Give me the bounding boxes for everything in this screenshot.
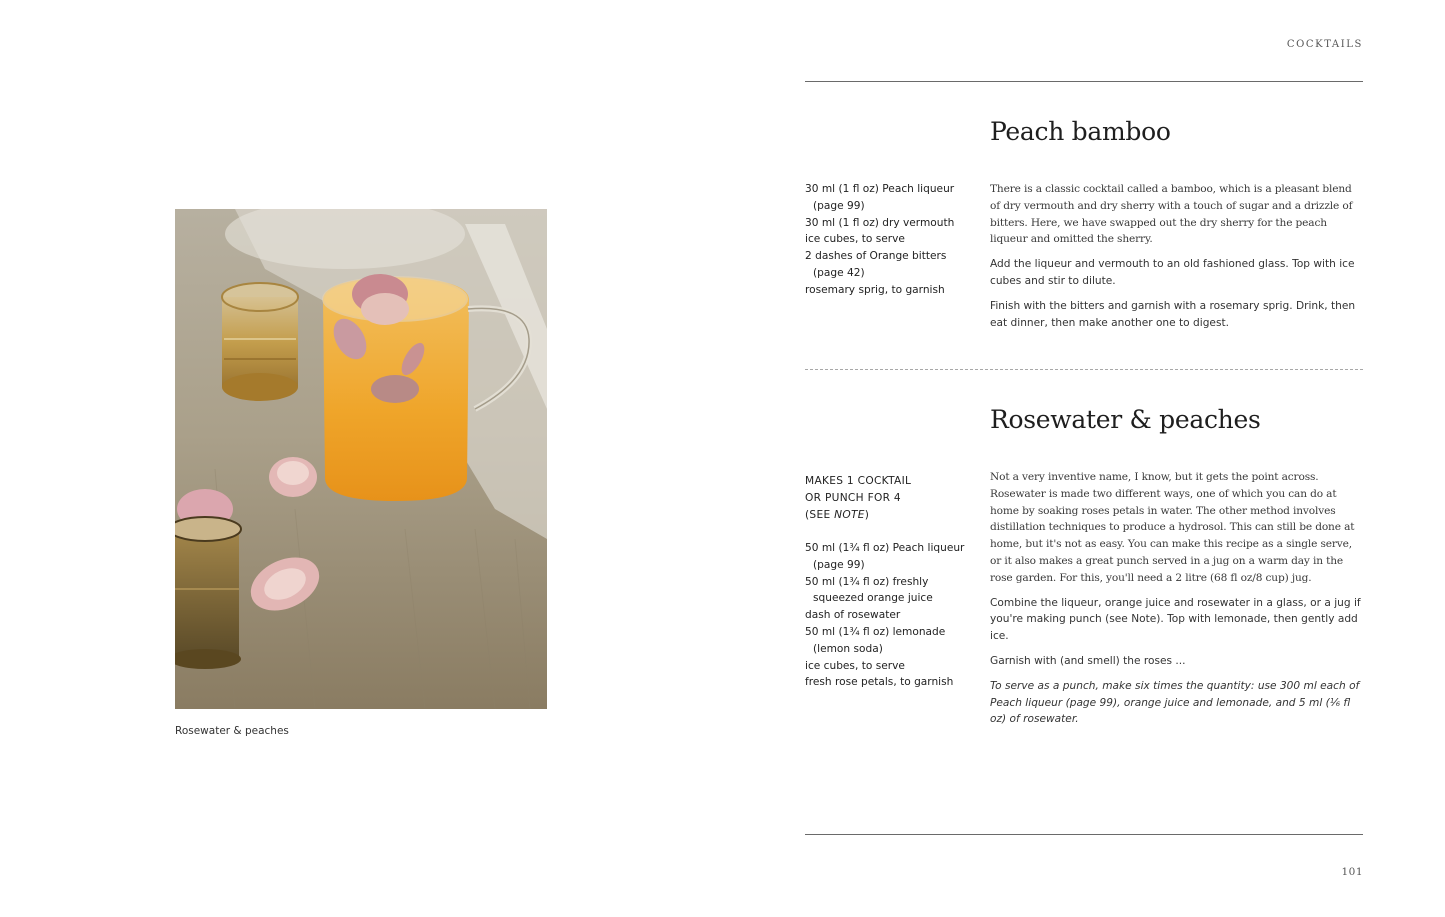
method-rosewater-peaches xyxy=(990,469,1362,736)
yield-text: ) xyxy=(864,508,870,521)
method-step: Add the liqueur and vermouth to an old fashioned glass. Top with ice cubes and stir to dilute. xyxy=(990,258,1355,287)
ingredient-item: 2 dashes of Orange bitters (page 42) xyxy=(805,250,947,279)
yield-line xyxy=(805,507,975,524)
cocktail-photo xyxy=(175,209,547,709)
recipe-title-rosewater-peaches: Rosewater & peaches xyxy=(990,405,1261,434)
recipe-intro: There is a classic cocktail called a bamboo, which is a pleasant blend of dry vermouth and dry sherry with a touch of sugar and a drizzle of bitters. Here, we have swapped out the dry sherry for the peach liqueur and omitted the sherry. xyxy=(990,183,1353,246)
ingredient-item: dash of rosewater xyxy=(805,609,901,622)
ingredient-item: 50 ml (1¾ fl oz) lemonade (lemon soda) xyxy=(805,625,946,655)
recipe-title-peach-bamboo: Peach bamboo xyxy=(990,117,1171,146)
ingredient-item: ice cubes, to serve xyxy=(805,659,905,672)
ingredient-item: fresh rose petals, to garnish xyxy=(805,676,954,689)
yield-line: OR PUNCH FOR 4 xyxy=(805,491,901,504)
ingredient-list-peach-bamboo xyxy=(805,181,975,299)
yield-line: MAKES 1 COCKTAIL xyxy=(805,475,912,487)
recipe-note: To serve as a punch, make six times the quantity: use 300 ml each of Peach liqueur (page 99), orange juice and lemonade, and 5 ml (⅙ fl oz) of rosewater. xyxy=(990,679,1360,726)
ingredient-item: ice cubes, to serve xyxy=(805,233,905,246)
photo-caption: Rosewater & peaches xyxy=(175,725,289,737)
recipe-intro: Not a very inventive name, I know, but it gets the point across. Rosewater is made two different ways, one of which you can do at home by soaking roses petals in water. The other method involves distillation techniques to produce a hydrosol. This can still be done at home, but it's not as easy. You can make this recipe as a single serve, or it also makes a great punch served in a jug on a warm day in the rose garden. For this, you'll need a 2 litre (68 fl oz/8 cup) jug. xyxy=(990,471,1355,584)
ingredient-item: rosemary sprig, to garnish xyxy=(805,283,945,296)
yield-text: (SEE xyxy=(805,508,835,521)
ingredient-item: 30 ml (1 fl oz) dry vermouth xyxy=(805,216,955,229)
ingredient-item: 50 ml (1¾ fl oz) freshly squeezed orange juice xyxy=(805,575,933,605)
photo-illustration xyxy=(175,209,547,709)
method-step: Garnish with (and smell) the roses ... xyxy=(990,654,1186,667)
yield-note-ref: NOTE xyxy=(834,508,865,521)
ingredient-item: 30 ml (1 fl oz) Peach liqueur (page 99) xyxy=(805,183,955,212)
recipe-yield xyxy=(805,473,975,523)
method-peach-bamboo xyxy=(990,181,1362,339)
bottom-rule xyxy=(805,834,1363,835)
method-step: Combine the liqueur, orange juice and rosewater in a glass, or a jug if you're making punch (see Note). Top with lemonade, then gently add ice. xyxy=(990,596,1361,643)
ingredient-item: 50 ml (1¾ fl oz) Peach liqueur (page 99) xyxy=(805,542,965,571)
running-head: COCKTAILS xyxy=(1286,39,1363,50)
ingredient-list-rosewater-peaches xyxy=(805,540,975,691)
page-number: 101 xyxy=(1341,866,1363,878)
method-step: Finish with the bitters and garnish with a rosemary sprig. Drink, then eat dinner, then make another one to digest. xyxy=(990,299,1356,329)
top-rule xyxy=(805,81,1363,82)
recipe-divider xyxy=(805,369,1363,370)
